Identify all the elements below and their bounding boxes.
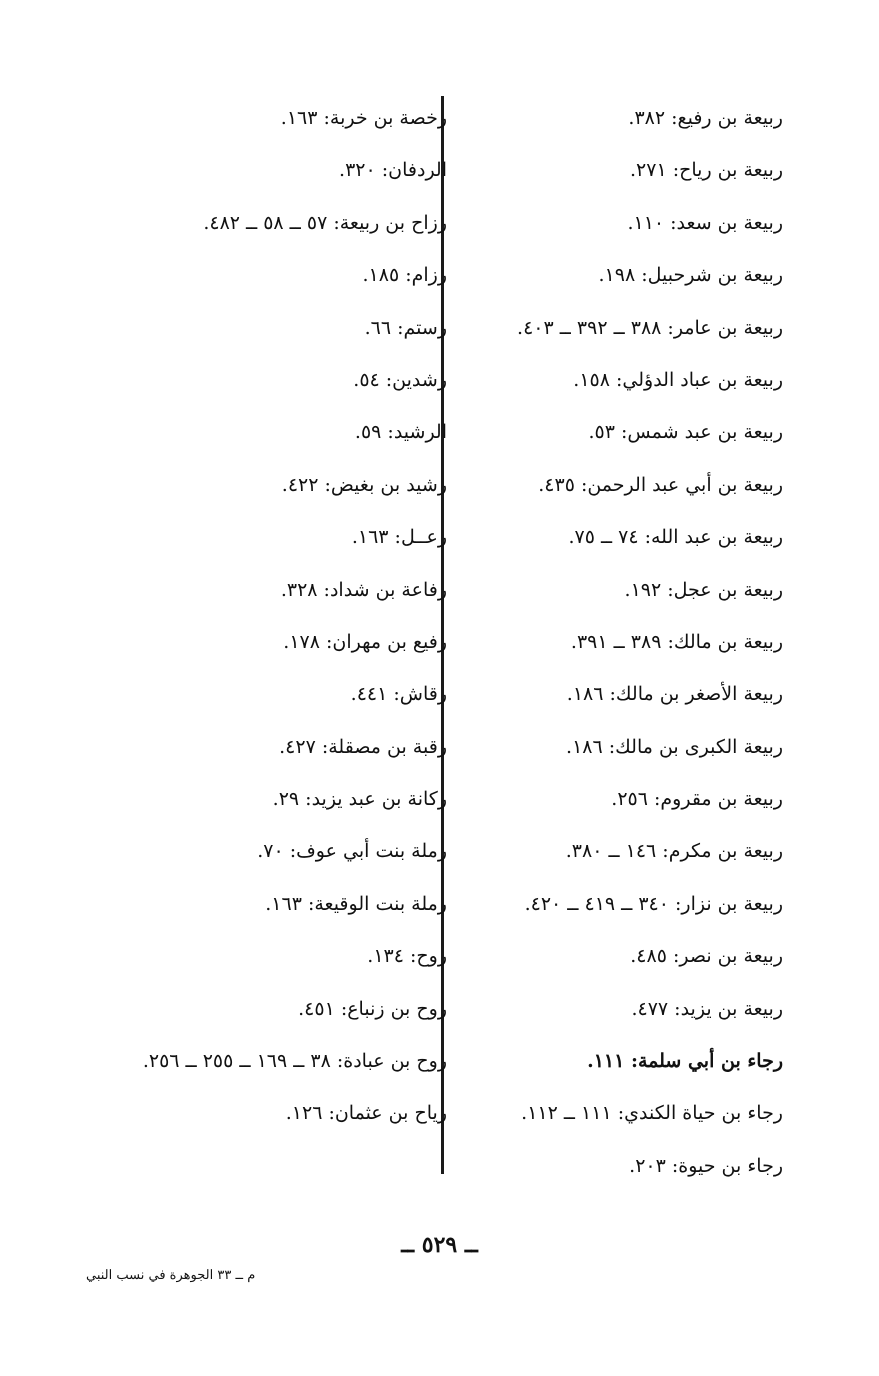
index-entry: رجاء بن حيوة: ٢٠٣. (629, 1154, 783, 1177)
index-entry: الردفان: ٣٢٠. (339, 159, 447, 182)
index-entry: رزام: ١٨٥. (362, 264, 447, 287)
index-entry: الرشيد: ٥٩. (354, 421, 447, 444)
index-entry: ربيعة بن عجل: ١٩٢. (624, 578, 783, 601)
index-entry: ركانة بن عبد يزيد: ٢٩. (272, 788, 447, 811)
index-entry: رخصة بن خربة: ١٦٣. (280, 107, 447, 129)
index-entry: رشيد بن بغيض: ٤٢٢. (281, 473, 447, 496)
index-entry: ربيعة بن مالك: ٣٨٩ ــ ٣٩١. (570, 630, 783, 653)
index-entry: ربيعة بن يزيد: ٤٧٧. (631, 997, 783, 1020)
index-entry: رجاء بن حياة الكندي: ١١١ ــ ١١٢. (521, 1102, 783, 1125)
index-entry: رزاح بن ربيعة: ٥٧ ــ ٥٨ ــ ٤٨٢. (203, 211, 447, 234)
index-entry: رملة بنت الوقيعة: ١٦٣. (265, 892, 447, 915)
index-entry: ربيعة بن أبي عبد الرحمن: ٤٣٥. (538, 473, 783, 496)
index-entry-bold: رجاء بن أبي سلمة: ١١١. (587, 1050, 783, 1073)
index-entry-wrapped: روح بن عبادة: ٣٨ ــ ١٦٩ ــ ٢٥٥ ــ ٢٥٦. (142, 1050, 447, 1073)
index-entry: رستم: ٦٦. (364, 316, 447, 339)
index-entry: ربيعة بن سعد: ١١٠. (627, 211, 783, 234)
index-entry: ربيعة بن رياح: ٢٧١. (629, 159, 783, 182)
index-entry: ربيعة بن عامر: ٣٨٨ ــ ٣٩٢ ــ ٤٠٣. (517, 316, 783, 339)
index-entry: ربيعة الأصغر بن مالك: ١٨٦. (566, 683, 783, 706)
index-entry: ربيعة بن عبد شمس: ٥٣. (588, 421, 783, 444)
index-entry: ربيعة بن نزار: ٣٤٠ ــ ٤١٩ ــ ٤٢٠. (524, 892, 783, 915)
index-entry: روح: ١٣٤. (367, 945, 447, 968)
index-entry: ربيعة بن شرحبيل: ١٩٨. (598, 264, 783, 287)
index-entry: ربيعة بن رفيع: ٣٨٢. (628, 107, 783, 129)
index-entry: ربيعة بن مقروم: ٢٥٦. (611, 788, 783, 811)
index-entry: رشدين: ٥٤. (353, 368, 447, 391)
index-entry: ربيعة بن مكرم: ١٤٦ ــ ٣٨٠. (565, 840, 783, 863)
index-column-left (107, 92, 447, 1139)
index-entry: ربيعة الكبرى بن مالك: ١٨٦. (566, 735, 783, 758)
index-entry: ربيعة بن عبد الله: ٧٤ ــ ٧٥. (568, 526, 783, 549)
footer-signature: م ــ ٣٣ الجوهرة في نسب النبي (86, 1268, 256, 1283)
index-entry: رياح بن عثمان: ١٢٦. (285, 1102, 447, 1125)
index-entry: روح بن زنباع: ٤٥١. (298, 997, 447, 1020)
index-entry: رفاعة بن شداد: ٣٢٨. (280, 578, 447, 601)
index-entry: رقاش: ٤٤١. (350, 683, 447, 706)
index-entry: رقبة بن مصقلة: ٤٢٧. (279, 735, 447, 758)
index-column-right (443, 92, 783, 1192)
page-number: ــ ٥٢٩ ــ (401, 1232, 478, 1258)
index-entry: رملة بنت أبي عوف: ٧٠. (257, 840, 447, 863)
index-entry: ربيعة بن عباد الدؤلي: ١٥٨. (573, 368, 783, 391)
index-entry: رعــل: ١٦٣. (351, 526, 447, 549)
index-entry: ربيعة بن نصر: ٤٨٥. (630, 945, 783, 968)
index-entry: رفيع بن مهران: ١٧٨. (283, 630, 447, 653)
